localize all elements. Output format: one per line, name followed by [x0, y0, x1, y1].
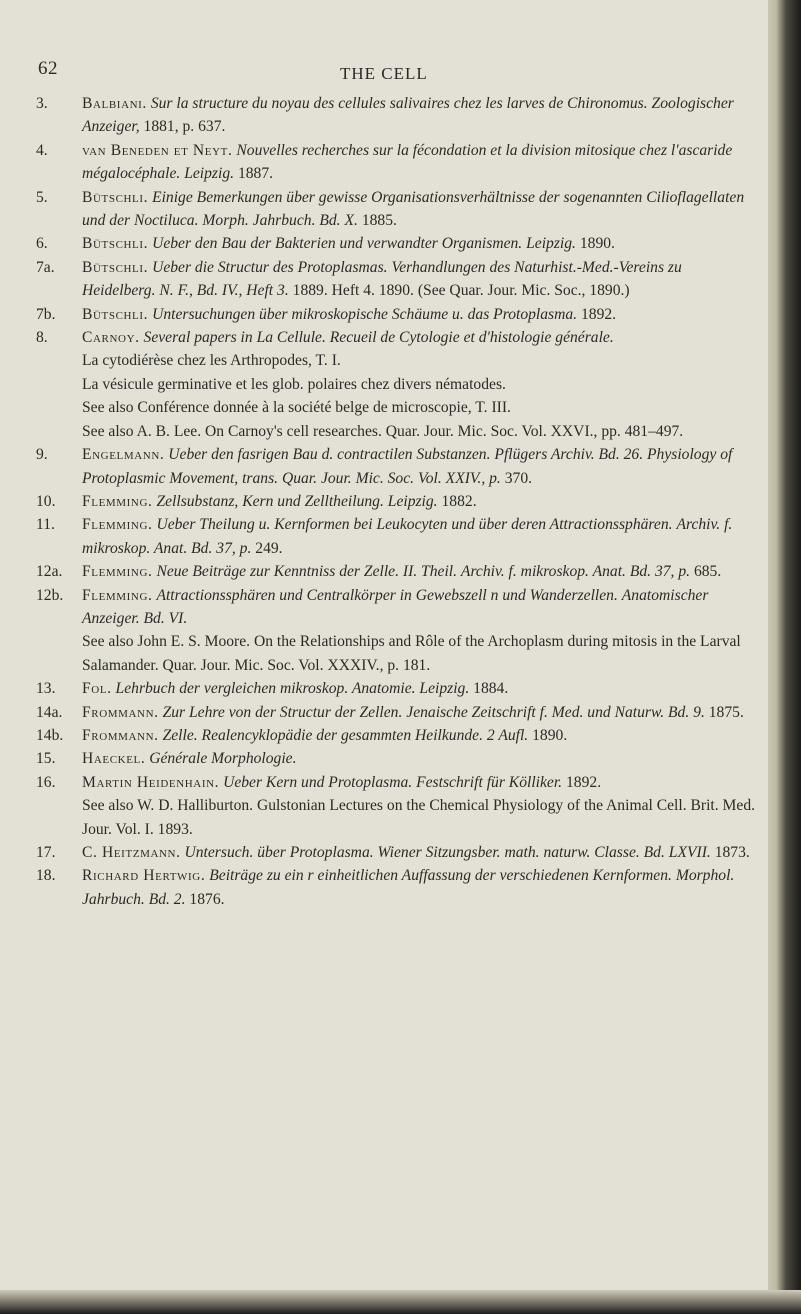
reference-entry — [36, 92, 756, 139]
reference-source: 2 Aufl. — [486, 726, 529, 744]
reference-note: La cytodiérèse chez les Arthropodes, T. I. — [82, 352, 341, 370]
reference-note: See also John E. S. Moore. On the Relationships and Rôle of the Archoplasm during mitosis in the Larval Salamander. Quar. Jour. Mic. Soc. Vol. XXXIV., p. 181. — [82, 633, 741, 674]
reference-title: Several papers in La Cellule. — [143, 329, 326, 347]
reference-source: Verhandlungen des Naturhist.-Med.-Vereins zu Heidelberg. N. F., Bd. IV., Heft 3. — [82, 258, 682, 300]
reference-title: Ueber Kern und Protoplasma. — [223, 773, 413, 791]
reference-title: Beiträge zu ein r einheitlichen Auffassung der verschiedenen Kernformen. — [209, 867, 672, 885]
reference-entry — [36, 490, 756, 513]
reference-title: Ueber den Bau der Bakterien und verwandter Organismen. — [152, 235, 523, 253]
reference-title: Nouvelles recherches sur la fécondation et la division mitosique chez l'ascaride mégalocéphale. — [82, 141, 733, 183]
reference-title: Générale Morphologie. — [149, 750, 297, 768]
reference-author: Fol. — [82, 680, 112, 698]
reference-author: Frommann. — [82, 726, 159, 744]
reference-title: Untersuch. über Protoplasma. — [184, 844, 374, 861]
reference-number: 13. — [36, 680, 56, 698]
reference-title: Zelle. Realencyklopädie der gesammten Heilkunde. — [162, 726, 483, 744]
reference-number: 4. — [36, 141, 48, 159]
reference-source: Zoologischer Anzeiger, — [82, 95, 734, 136]
reference-title: Zur Lehre von der Structur der Zellen. — [162, 703, 403, 721]
reference-entry — [36, 560, 756, 583]
reference-note: See also W. D. Halliburton. Gulstonian Lectures on the Chemical Physiology of the Animal Cell. Brit. Med. Jour. Vol. I. 1893. — [82, 797, 756, 838]
reference-author: Bütschli. — [82, 235, 149, 253]
reference-author: Bütschli. — [82, 258, 149, 276]
reference-detail: 1881, p. 637. — [143, 118, 226, 136]
reference-number: 17. — [36, 844, 56, 861]
reference-author: Flemming. — [82, 492, 153, 510]
reference-entry — [36, 747, 756, 770]
reference-number: 9. — [36, 446, 48, 464]
reference-author: Richard Hertwig. — [82, 867, 206, 885]
reference-entry — [36, 326, 756, 443]
reference-entry — [36, 584, 756, 678]
reference-author: Flemming. — [82, 586, 153, 604]
reference-detail: 370. — [504, 469, 533, 487]
reference-detail: 685. — [693, 563, 722, 581]
reference-author: C. Heitzmann. — [82, 844, 181, 861]
reference-source: Festschrift für Kölliker. — [416, 773, 563, 791]
reference-number: 14b. — [36, 726, 64, 744]
reference-detail: 1873. — [714, 844, 750, 861]
reference-number: 3. — [36, 95, 48, 112]
reference-number: 7b. — [36, 305, 56, 323]
reference-source: Leipzig. — [419, 680, 470, 698]
page-bottom-shadow — [0, 1290, 801, 1314]
reference-entry — [36, 186, 756, 233]
reference-title: Einige Bemerkungen über gewisse Organisationsverhältnisse der sogenannten Cilioflagellaten und der Noctiluca. — [82, 188, 745, 230]
reference-author: Balbiani. — [82, 95, 147, 112]
reference-source: Leipzig. — [387, 492, 438, 510]
reference-entry — [36, 256, 756, 303]
reference-detail: 1890. — [579, 235, 615, 253]
reference-title: Attractionssphären und Centralkörper in Gewebszell n und Wanderzellen. — [156, 586, 618, 604]
reference-source: Archiv. f. mikroskop. Anat. Bd. 37, p. — [82, 516, 733, 557]
reference-detail: 1890. — [532, 726, 568, 744]
reference-entry — [36, 443, 756, 490]
reference-number: 5. — [36, 188, 48, 206]
reference-detail: 1885. — [361, 212, 397, 230]
reference-number: 6. — [36, 235, 48, 253]
reference-title: Ueber Theilung u. Kernformen bei Leukocyten und über deren Attractionssphären. — [156, 516, 673, 534]
reference-number: 10. — [36, 492, 56, 510]
reference-author: Flemming. — [82, 563, 153, 581]
reference-source: Wiener Sitzungsber. math. naturw. Classe. Bd. LXVII. — [377, 844, 711, 861]
reference-source: Pflügers Archiv. Bd. 26. Physiology of Protoplasmic Movement, trans. Quar. Jour. Mic. Soc. Vol. XXIV., p. — [82, 446, 733, 487]
reference-entry — [36, 701, 756, 724]
reference-source: Jenaische Zeitschrift f. Med. und Naturw. Bd. 9. — [406, 703, 705, 721]
reference-author: Frommann. — [82, 703, 159, 721]
reference-number: 12b. — [36, 586, 64, 604]
reference-number: 8. — [36, 329, 48, 347]
reference-source: Anatomischer Anzeiger. Bd. VI. — [82, 586, 709, 627]
reference-entry — [36, 771, 756, 841]
running-head: THE CELL — [340, 64, 428, 83]
reference-source: Recueil de Cytologie et d'histologie générale. — [329, 329, 614, 347]
reference-number: 18. — [36, 867, 56, 885]
reference-number: 16. — [36, 773, 56, 791]
reference-title: Zellsubstanz, Kern und Zelltheilung. — [156, 492, 384, 510]
reference-title: Sur la structure du noyau des cellules salivaires chez les larves de Chironomus. — [150, 95, 648, 112]
reference-detail: 1875. — [708, 703, 744, 721]
reference-author: van Beneden et Neyt. — [82, 141, 233, 159]
page-edge-shadow — [768, 0, 801, 1314]
reference-number: 7a. — [36, 258, 55, 276]
reference-source: Morphol. Jahrbuch. Bd. 2. — [82, 867, 735, 908]
reference-entry — [36, 724, 756, 747]
reference-title: Ueber den fasrigen Bau d. contractilen Substanzen. — [168, 446, 491, 464]
reference-source: Morph. Jahrbuch. Bd. X. — [202, 212, 358, 230]
reference-source: Leipzig. — [184, 165, 235, 183]
reference-detail: 1876. — [189, 890, 225, 908]
reference-note: See also Conférence donnée à la société belge de microscopie, T. III. — [82, 399, 511, 417]
reference-number: 15. — [36, 750, 56, 768]
reference-detail: 1884. — [473, 680, 509, 698]
reference-number: 14a. — [36, 703, 63, 721]
reference-list — [36, 92, 756, 911]
reference-source: Leipzig. — [526, 235, 576, 253]
reference-title: Ueber die Structur des Protoplasmas. — [152, 258, 388, 276]
reference-entry — [36, 841, 756, 864]
reference-note: See also A. B. Lee. On Carnoy's cell researches. Quar. Jour. Mic. Soc. Vol. XXVI., pp. 481–497. — [82, 422, 684, 440]
reference-entry — [36, 232, 756, 255]
reference-entry — [36, 677, 756, 700]
reference-author: Flemming. — [82, 516, 153, 534]
reference-title: Untersuchungen über mikroskopische Schäume u. das Protoplasma. — [152, 305, 578, 323]
reference-source: Archiv. f. mikroskop. Anat. Bd. 37, p. — [460, 563, 691, 581]
reference-author: Carnoy. — [82, 329, 140, 347]
reference-entry — [36, 303, 756, 326]
page-number: 62 — [38, 58, 58, 79]
reference-author: Haeckel. — [82, 750, 146, 768]
reference-detail: 1887. — [237, 165, 274, 183]
reference-note: La vésicule germinative et les glob. polaires chez divers nématodes. — [82, 375, 506, 393]
reference-author: Bütschli. — [82, 305, 149, 323]
reference-detail: 1892. — [566, 773, 602, 791]
reference-author: Bütschli. — [82, 188, 149, 206]
reference-detail: 249. — [255, 539, 283, 557]
reference-title: Lehrbuch der vergleichen mikroskop. Anatomie. — [115, 680, 416, 698]
reference-author: Engelmann. — [82, 446, 165, 464]
reference-detail: 1892. — [580, 305, 617, 323]
reference-detail: 1889. Heft 4. 1890. (See Quar. Jour. Mic. Soc., 1890.) — [292, 282, 630, 300]
reference-entry — [36, 864, 756, 911]
reference-number: 12a. — [36, 563, 63, 581]
reference-number: 11. — [36, 516, 55, 534]
reference-detail: 1882. — [441, 492, 477, 510]
reference-author: Martin Heidenhain. — [82, 773, 220, 791]
reference-entry — [36, 139, 756, 186]
reference-entry — [36, 513, 756, 560]
reference-title: Neue Beiträge zur Kenntniss der Zelle. II. Theil. — [156, 563, 458, 581]
